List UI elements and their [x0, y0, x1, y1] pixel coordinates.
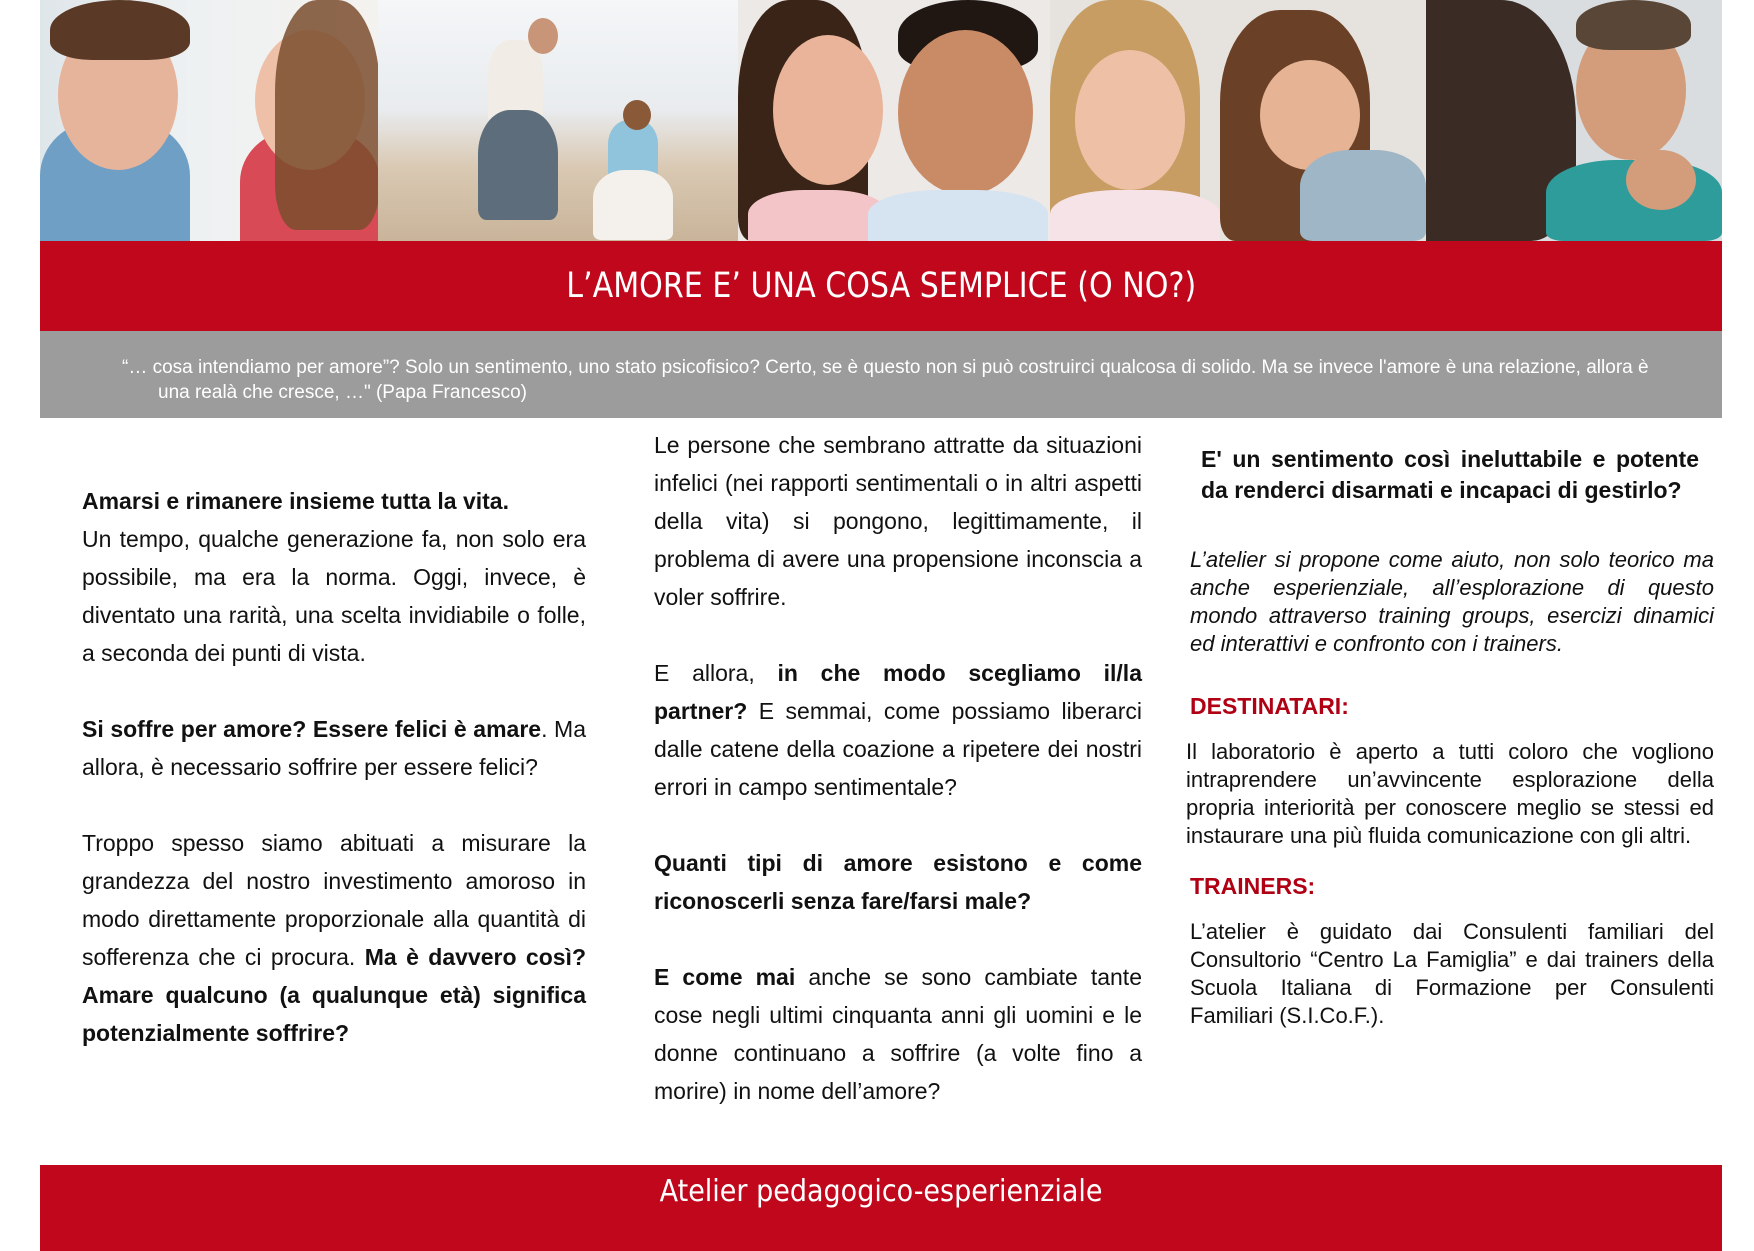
- paragraph-6: [654, 844, 1142, 920]
- paragraph-7: [654, 958, 1142, 1110]
- trainers-text: L’atelier è guidato dai Consulenti familiari del Consultorio “Centro La Famiglia” e dai trainers della Scuola Italiana di Formazione per Consulenti Familiari (S.I.Co.F.).: [1190, 919, 1714, 1028]
- paragraph-6-bold: Quanti tipi di amore esistono e come riconoscerli senza fare/farsi male?: [654, 850, 1142, 914]
- paragraph-3-bold: Ma è davvero così? Amare qualcuno (a qualunque età) significa potenzialmente soffrire?: [82, 944, 586, 1046]
- photo-mother-daughter: [1050, 0, 1426, 241]
- destinatari-heading: DESTINATARI:: [1190, 693, 1349, 719]
- photo-beach-walk: [378, 0, 738, 241]
- paragraph-5-pre: E allora,: [654, 660, 778, 686]
- key-question: E' un sentimento così ineluttabile e potente da renderci disarmati e incapaci di gestirlo?: [1201, 446, 1699, 503]
- title-bar: [40, 241, 1722, 331]
- quote-bar: [40, 331, 1722, 418]
- paragraph-1-text: Un tempo, qualche generazione fa, non solo era possibile, ma era la norma. Oggi, invece, è diventato una rarità, una scelta invidiabile o folle, a seconda dei punti di vista.: [82, 526, 586, 666]
- column-right: [1186, 444, 1714, 1068]
- photo-father-son: [1426, 0, 1722, 241]
- page-title: L’AMORE E’ UNA COSA SEMPLICE (O NO?): [566, 266, 1196, 306]
- paragraph-7-bold: E come mai: [654, 964, 796, 990]
- paragraph-2-bold: Si soffre per amore? Essere felici è amare: [82, 716, 542, 742]
- trainers-heading: TRAINERS:: [1190, 873, 1316, 899]
- photo-strip: [40, 0, 1722, 241]
- paragraph-3-text: Troppo spesso siamo abituati a misurare la grandezza del nostro investimento amoroso in modo direttamente proporzionale alla quantità di sofferenza che ci procura.: [82, 830, 586, 970]
- paragraph-2: [82, 710, 586, 786]
- photo-couple-facing: [40, 0, 378, 241]
- paragraph-5-bold: in che modo scegliamo il/la partner?: [654, 660, 1142, 724]
- column-left: [82, 482, 586, 1090]
- column-middle: [654, 426, 1142, 1148]
- pope-quote: “… cosa intendiamo per amore”? Solo un sentimento, uno stato psicofisico? Certo, se è questo non si può costruirci qualcosa di solido. Ma se invece l'amore è una relazione, allora è una realà che cresce, …" (Papa Francesco): [122, 357, 1649, 403]
- atelier-intro: L’atelier si propone come aiuto, non solo teorico ma anche esperienziale, all’esplorazione di questo mondo attraverso training groups, esercizi dinamici ed interattivi e confronto con i trainers.: [1190, 547, 1714, 656]
- paragraph-7-text: anche se sono cambiate tante cose negli ultimi cinquanta anni gli uomini e le donne continuano a soffrire (a volte fino a morire) in nome dell’amore?: [654, 964, 1142, 1104]
- paragraph-1-bold: Amarsi e rimanere insieme tutta la vita.: [82, 488, 509, 514]
- paragraph-1: [82, 482, 586, 672]
- destinatari-text: Il laboratorio è aperto a tutti coloro che vogliono intraprendere un’avvincente esplorazione della propria interiorità per conoscere meglio se stessi ed instaurare una più fluida comunicazione con gli altri.: [1186, 739, 1714, 848]
- paragraph-3: [82, 824, 586, 1052]
- footer-label: Atelier pedagogico-esperienziale: [659, 1173, 1103, 1209]
- paragraph-2-text: . Ma allora, è necessario soffrire per essere felici?: [82, 716, 586, 780]
- footer-bar: [40, 1165, 1722, 1251]
- paragraph-4: Le persone che sembrano attratte da situazioni infelici (nei rapporti sentimentali o in altri aspetti della vita) si pongono, legittimamente, il problema di avere una propensione inconscia a voler soffrire.: [654, 432, 1142, 610]
- paragraph-5: [654, 654, 1142, 806]
- photo-smiling-couple: [738, 0, 1050, 241]
- paragraph-5-text: E semmai, come possiamo liberarci dalle catene della coazione a ripetere dei nostri errori in campo sentimentale?: [654, 698, 1142, 800]
